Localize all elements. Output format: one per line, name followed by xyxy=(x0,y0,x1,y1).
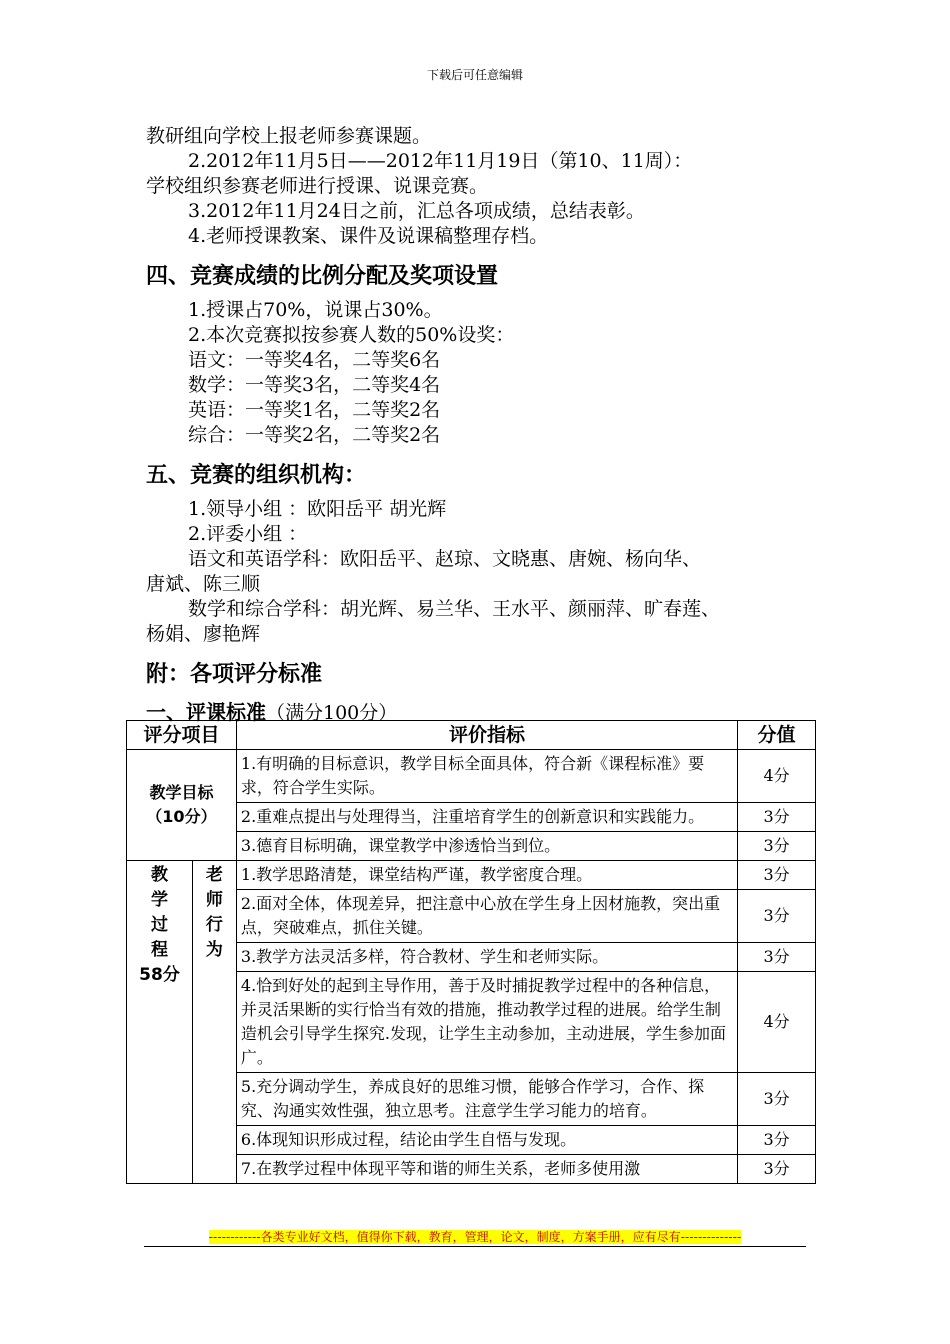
appendix-title: 附：各项评分标准 xyxy=(146,662,323,687)
body-line: 数学和综合学科：胡光辉、易兰华、王水平、颜丽萍、旷春莲、 xyxy=(188,598,721,620)
header-criteria: 评价指标 xyxy=(236,721,737,750)
body-line: 语文和英语学科：欧阳岳平、赵琼、文晓惠、唐婉、杨向华、 xyxy=(188,548,702,570)
subsection-title-note: （满分100分） xyxy=(266,702,398,724)
score-cell: 3分 xyxy=(738,803,816,832)
score-cell: 4分 xyxy=(738,750,816,803)
score-cell: 3分 xyxy=(738,861,816,890)
footer-divider xyxy=(144,1246,806,1247)
criteria-cell: 1.有明确的目标意识，教学目标全面具体，符合新《课程标准》要求，符合学生实际。 xyxy=(236,750,737,803)
body-line: 英语：一等奖1名，二等奖2名 xyxy=(188,399,441,421)
group-char: 学 xyxy=(150,890,168,910)
scoring-table xyxy=(126,720,816,1184)
score-cell: 3分 xyxy=(738,1073,816,1126)
subgroup-char: 为 xyxy=(205,940,223,960)
header-item: 评分项目 xyxy=(127,721,237,750)
criteria-cell: 3.德育目标明确，课堂教学中渗透恰当到位。 xyxy=(236,832,737,861)
section4-title: 四、竞赛成绩的比例分配及奖项设置 xyxy=(146,264,499,289)
score-cell: 4分 xyxy=(738,972,816,1073)
subsection-title-bold: 一、评课标准 xyxy=(146,700,266,724)
body-line: 数学：一等奖3名，二等奖4名 xyxy=(188,374,441,396)
table-header-row xyxy=(127,721,816,750)
table-row xyxy=(127,750,816,803)
body-line: 3.2012年11月24日之前，汇总各项成绩，总结表彰。 xyxy=(188,200,645,222)
body-line: 2.2012年11月5日——2012年11月19日（第10、11周）： xyxy=(188,150,693,172)
score-cell: 3分 xyxy=(738,890,816,943)
body-line: 教研组向学校上报老师参赛课题。 xyxy=(146,125,432,147)
group-score: 58分 xyxy=(139,965,180,985)
table-row xyxy=(127,861,816,890)
subgroup-char: 师 xyxy=(205,890,223,910)
page-header: 下载后可任意编辑 xyxy=(426,68,523,82)
footer-text: ------------各类专业好文档，值得你下载，教育，管理，论文，制度，方案手册，应有尽有-------------- xyxy=(208,1230,742,1244)
group-label: 教学目标 xyxy=(149,783,214,802)
criteria-cell: 5.充分调动学生，养成良好的思维习惯，能够合作学习，合作、探究、沟通实效性强，独立思考。注意学生学习能力的培育。 xyxy=(236,1073,737,1126)
subgroup-teacher-behavior xyxy=(192,861,236,1184)
criteria-cell: 6.体现知识形成过程，结论由学生自悟与发现。 xyxy=(236,1126,737,1155)
body-line: 唐斌、陈三顺 xyxy=(146,573,261,595)
subgroup-char: 行 xyxy=(205,915,223,935)
criteria-cell: 2.面对全体，体现差异，把注意中心放在学生身上因材施教，突出重点，突破难点，抓住关键。 xyxy=(236,890,737,943)
score-cell: 3分 xyxy=(738,832,816,861)
group-score: （10分） xyxy=(146,807,217,826)
body-line: 2.评委小组 ： xyxy=(188,523,308,545)
group-char: 教 xyxy=(150,865,168,885)
body-line: 学校组织参赛老师进行授课、说课竞赛。 xyxy=(146,175,489,197)
criteria-cell: 4.恰到好处的起到主导作用，善于及时捕捉教学过程中的各种信息，并灵活果断的实行恰当有效的措施，推动教学过程的进展。给学生制造机会引导学生探究.发现，让学生主动参加，主动进展，学生参加面广。 xyxy=(236,972,737,1073)
criteria-cell: 1.教学思路清楚，课堂结构严谨，教学密度合理。 xyxy=(236,861,737,890)
criteria-cell: 7.在教学过程中体现平等和谐的师生关系，老师多使用激 xyxy=(236,1155,737,1184)
score-cell: 3分 xyxy=(738,1155,816,1184)
group-teaching-process xyxy=(127,861,193,1184)
header-score: 分值 xyxy=(738,721,816,750)
group-char: 过 xyxy=(150,915,168,935)
group-teaching-goal xyxy=(127,750,237,861)
body-line: 1.授课占70%，说课占30%。 xyxy=(188,299,443,321)
group-char: 程 xyxy=(150,940,168,960)
page-footer xyxy=(0,1228,950,1245)
body-line: 杨娟、廖艳辉 xyxy=(146,623,261,645)
score-cell: 3分 xyxy=(738,1126,816,1155)
body-line: 1.领导小组 ：欧阳岳平 胡光辉 xyxy=(188,498,447,520)
body-line: 综合：一等奖2名，二等奖2名 xyxy=(188,424,441,446)
body-line: 4.老师授课教案、课件及说课稿整理存档。 xyxy=(188,225,549,247)
section5-title: 五、竞赛的组织机构： xyxy=(146,463,367,488)
body-line: 语文：一等奖4名，二等奖6名 xyxy=(188,349,441,371)
subgroup-char: 老 xyxy=(205,865,223,885)
score-cell: 3分 xyxy=(738,943,816,972)
body-line: 2.本次竞赛拟按参赛人数的50%设奖： xyxy=(188,324,515,346)
criteria-cell: 3.教学方法灵活多样，符合教材、学生和老师实际。 xyxy=(236,943,737,972)
criteria-cell: 2.重难点提出与处理得当，注重培育学生的创新意识和实践能力。 xyxy=(236,803,737,832)
